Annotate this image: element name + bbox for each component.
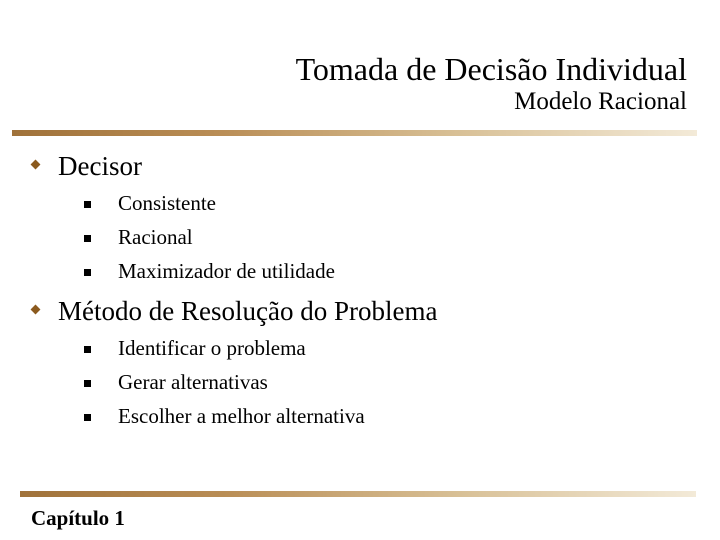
bullet-section-decisor xyxy=(30,148,335,288)
slide-title: Tomada de Decisão Individual xyxy=(295,51,687,87)
list-item-text: Gerar alternativas xyxy=(118,370,268,394)
list-item xyxy=(58,186,335,220)
diamond-bullet-icon xyxy=(31,305,41,315)
square-bullet-icon xyxy=(84,346,91,353)
section-heading xyxy=(30,148,335,288)
section-heading-text: Decisor xyxy=(58,151,142,181)
list-item xyxy=(58,254,335,288)
list-item-text: Consistente xyxy=(118,191,216,215)
section-heading-text: Método de Resolução do Problema xyxy=(58,296,438,326)
list-item-text: Racional xyxy=(118,225,193,249)
list-item-text: Escolher a melhor alternativa xyxy=(118,404,365,428)
diamond-bullet-icon xyxy=(31,160,41,170)
list-item-text: Maximizador de utilidade xyxy=(118,259,335,283)
title-divider xyxy=(12,130,697,136)
sub-bullet-list xyxy=(58,331,437,433)
list-item-text: Identificar o problema xyxy=(118,336,306,360)
footer-divider xyxy=(20,491,696,497)
list-item xyxy=(58,220,335,254)
list-item xyxy=(58,399,437,433)
bullet-section-metodo xyxy=(30,293,437,433)
sub-bullet-list xyxy=(58,186,335,288)
list-item xyxy=(58,365,437,399)
slide-subtitle: Modelo Racional xyxy=(514,88,687,115)
square-bullet-icon xyxy=(84,201,91,208)
square-bullet-icon xyxy=(84,269,91,276)
square-bullet-icon xyxy=(84,414,91,421)
list-item xyxy=(58,331,437,365)
chapter-label: Capítulo 1 xyxy=(31,506,125,530)
square-bullet-icon xyxy=(84,235,91,242)
square-bullet-icon xyxy=(84,380,91,387)
section-heading xyxy=(30,293,437,433)
